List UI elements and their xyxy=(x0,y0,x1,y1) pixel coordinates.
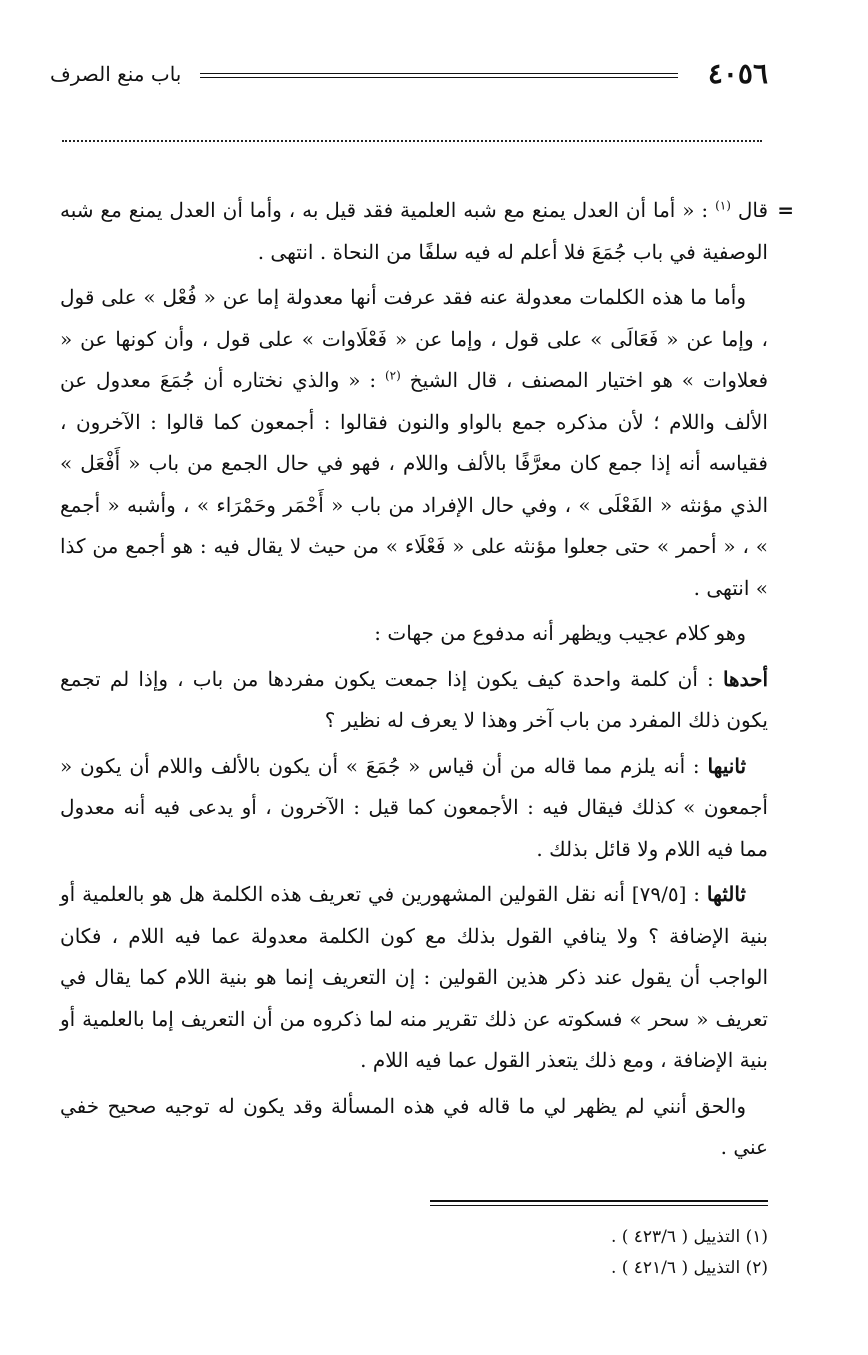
paragraph-4 xyxy=(60,659,768,742)
footnote-2: (٢) التذييل ( ٤٢١/٦ ) . xyxy=(610,1258,768,1278)
footnotes xyxy=(430,1222,768,1284)
continuation-mark: = xyxy=(777,198,794,222)
paragraph-2-start: وأما ما هذه الكلمات معدولة عنه فقد عرفت أنها معدولة إما عن « فُعْل » على قول ، وإما عن « فَعَالَى » على قول ، وإما عن « فَعْلَاوات » على قول ، وأن كونها عن « فعلاوات » هو اختيار المصنف ، قال الشيخ xyxy=(60,285,769,392)
paragraph-5-lead: ثانيها xyxy=(707,753,747,778)
paragraph-3: وهو كلام عجيب ويظهر أنه مدفوع من جهات : xyxy=(374,621,746,645)
page-number: ٤٠٥٦ xyxy=(707,57,768,90)
paragraph-4-lead: أحدها xyxy=(722,666,768,691)
paragraph-6-text: : [٧٩/٥] أنه نقل القولين المشهورين في تعريف هذه الكلمة هل هو بالعلمية أو بنية الإضافة ؟ ولا ينافي القول بذلك مع كون الكلمة معدولة عما فيه اللام ، فكان الواجب أن يقول عند ذكر هذين القولين : إن التعريف إنما هو بنية اللام كما يقال في تعريف « سحر » فسكوته عن ذلك تقرير منه لما ذكروه من أن التعريف إما بالعلمية أو بنية الإضافة ، ومع ذلك يتعذر القول عما فيه اللام . xyxy=(60,882,768,1072)
header-double-rule xyxy=(200,73,678,78)
paragraph-5 xyxy=(60,746,768,871)
paragraph-2-text: : « والذي نختاره أن جُمَعَ معدول عن الألف واللام ؛ لأن مذكره جمع بالواو والنون فقالوا : أجمعون كما قالوا : الآخرون ، فقياسه أنه إذا جمع كان معرَّفًا بالألف واللام ، فهو في حال الجمع من باب « أَفْعَل » الذي مؤنثه « الفَعْلَى » ، وفي حال الإفراد من باب « أَحْمَر وحَمْرَاء » ، وأشبه « أجمع » ، « أحمر » حتى جعلوا مؤنثه على « فَعْلَاء » من حيث لا يقال فيه : هو أجمع من كذا » انتهى . xyxy=(60,368,768,600)
paragraph-5-text: : أنه يلزم مما قاله من أن قياس « جُمَعَ » أن يكون بالألف واللام أن يكون « أجمعون » كذلك فيقال فيه : الأجمعون كما قيل : الآخرون ، أو يدعى فيه أنه معدول مما فيه اللام ولا قائل بذلك . xyxy=(60,753,768,861)
paragraph-7: والحق أنني لم يظهر لي ما قاله في هذه المسألة وقد يكون له توجيه صحيح خفي عني . xyxy=(60,1093,768,1159)
footnote-1: (١) التذييل ( ٤٢٣/٦ ) . xyxy=(610,1227,768,1247)
main-text xyxy=(60,190,794,1173)
chapter-title: باب منع الصرف xyxy=(50,62,182,86)
paragraph-6 xyxy=(60,874,768,1082)
footnote-ref-2[interactable]: (٢) xyxy=(384,368,401,383)
paragraph-1 xyxy=(60,190,794,273)
footnote-separator xyxy=(430,1200,768,1206)
paragraph-1-text: : « أما أن العدل يمنع مع شبه العلمية فقد قيل به ، وأما أن العدل يمنع مع شبه الوصفية في باب جُمَعَ فلا أعلم له فيه سلفًا من النحاة . انتهى . xyxy=(60,198,768,264)
paragraph-1-start: قال xyxy=(737,198,769,222)
dotted-separator xyxy=(62,140,762,142)
paragraph-2 xyxy=(60,277,768,609)
paragraph-6-lead: ثالثها xyxy=(706,882,746,906)
footnote-ref-1[interactable]: (١) xyxy=(715,198,731,213)
paragraph-4-text: : أن كلمة واحدة كيف يكون إذا جمعت يكون مفردها من باب ، وإذا لم تجمع يكون ذلك المفرد من باب آخر وهذا لا يعرف له نظير ؟ xyxy=(60,666,768,732)
page-header xyxy=(50,57,768,100)
